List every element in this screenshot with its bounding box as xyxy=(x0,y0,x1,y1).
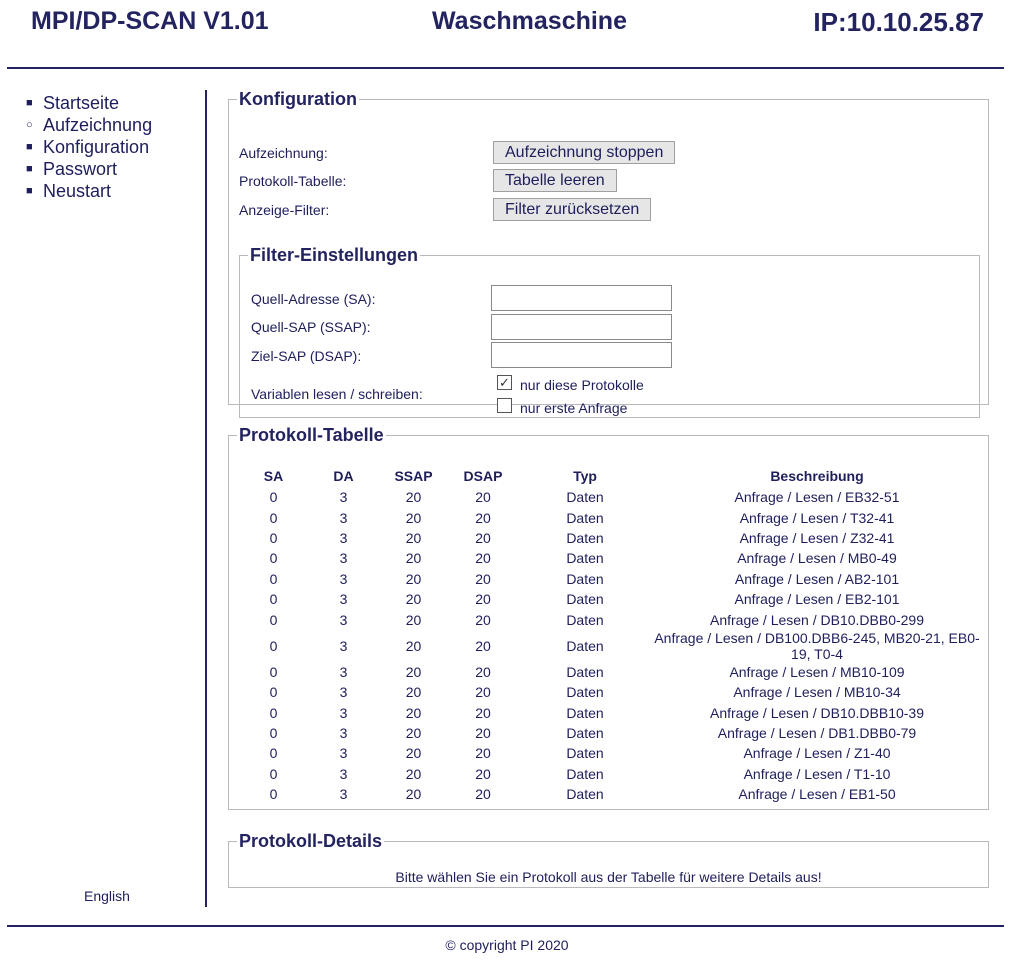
sidebar-item-konfiguration[interactable] xyxy=(26,136,152,158)
details-hint: Bitte wählen Sie ein Protokoll aus der Tabelle für weitere Details aus! xyxy=(395,869,822,885)
table-cell: Anfrage / Lesen / Z1-40 xyxy=(743,745,891,762)
table-cell: 0 xyxy=(269,529,278,546)
table-cell: 3 xyxy=(339,489,348,506)
table-cell: 0 xyxy=(269,570,278,587)
table-cell: 3 xyxy=(339,725,348,742)
bullet-icon: ■ xyxy=(26,141,33,153)
sidebar-item-label: Neustart xyxy=(43,181,112,201)
ziel-sap-label: Ziel-SAP (DSAP): xyxy=(251,348,362,364)
table-cell: 20 xyxy=(405,509,422,526)
table-row[interactable] xyxy=(245,487,988,507)
table-cell: Anfrage / Lesen / AB2-101 xyxy=(734,570,900,587)
table-cell: 20 xyxy=(475,489,491,506)
sidebar-item-passwort[interactable] xyxy=(26,158,152,180)
protokoll-table xyxy=(245,465,988,804)
filter-legend: Filter-Einstellungen xyxy=(250,245,419,265)
table-cell: 20 xyxy=(405,489,422,506)
table-cell: 20 xyxy=(475,570,491,587)
table-cell: 20 xyxy=(475,704,491,721)
ziel-sap-input[interactable] xyxy=(491,342,672,368)
table-cell: Daten xyxy=(566,786,604,803)
table-cell: 3 xyxy=(339,529,348,546)
table-cell: 20 xyxy=(475,786,491,803)
table-cell: Anfrage / Lesen / DB10.DBB0-299 xyxy=(709,611,925,628)
table-row[interactable] xyxy=(245,784,988,804)
table-cell: 20 xyxy=(405,611,422,628)
quell-sap-label: Quell-SAP (SSAP): xyxy=(251,319,371,335)
table-cell: Anfrage / Lesen / EB2-101 xyxy=(734,591,900,608)
table-cell: 0 xyxy=(269,637,278,654)
table-cell: 0 xyxy=(269,745,278,762)
table-cell: 0 xyxy=(269,550,278,567)
table-cell: Daten xyxy=(566,489,604,506)
sidebar-item-label: Startseite xyxy=(43,93,120,113)
table-cell: Daten xyxy=(566,663,604,680)
table-cell: 0 xyxy=(269,704,278,721)
sidebar-item-label: Aufzeichnung xyxy=(43,115,153,135)
station-name: Waschmaschine xyxy=(432,7,627,35)
table-cell: 20 xyxy=(475,684,491,701)
table-row[interactable] xyxy=(245,662,988,682)
table-row[interactable] xyxy=(245,528,988,548)
copyright: © copyright PI 2020 xyxy=(445,937,569,953)
protokoll-tabelle-section xyxy=(228,425,989,810)
table-cell: 3 xyxy=(339,745,348,762)
table-cell: 0 xyxy=(269,725,278,742)
table-cell: 20 xyxy=(405,725,422,742)
table-cell: 3 xyxy=(339,550,348,567)
column-header: Beschreibung xyxy=(770,468,864,484)
table-row[interactable] xyxy=(245,548,988,568)
table-row[interactable] xyxy=(245,589,988,609)
tabelle-leeren-button[interactable]: Tabelle leeren xyxy=(493,169,617,192)
table-header-row xyxy=(245,465,988,487)
table-cell: Daten xyxy=(566,550,604,567)
table-cell: Anfrage / Lesen / MB10-109 xyxy=(729,663,905,680)
protokoll-tabelle-legend: Protokoll-Tabelle xyxy=(239,425,384,445)
footer-divider xyxy=(7,925,1004,927)
table-cell: Anfrage / Lesen / Z32-41 xyxy=(739,529,895,546)
column-header: DSAP xyxy=(463,468,503,484)
table-cell: 0 xyxy=(269,489,278,506)
table-cell: Daten xyxy=(566,765,604,782)
table-row[interactable] xyxy=(245,723,988,743)
table-cell: 20 xyxy=(405,684,422,701)
table-cell: Daten xyxy=(566,529,604,546)
table-cell: Daten xyxy=(566,704,604,721)
table-row[interactable] xyxy=(245,507,988,527)
ip-address: IP:10.10.25.87 xyxy=(813,7,984,37)
table-cell: 20 xyxy=(405,704,422,721)
column-header: DA xyxy=(333,468,354,484)
table-cell: 20 xyxy=(405,786,422,803)
table-cell: Anfrage / Lesen / DB10.DBB10-39 xyxy=(709,704,925,721)
table-cell: Daten xyxy=(566,591,604,608)
table-cell: 0 xyxy=(269,786,278,803)
table-cell: 0 xyxy=(269,663,278,680)
table-cell: Anfrage / Lesen / EB32-51 xyxy=(734,489,900,506)
table-cell: 20 xyxy=(475,611,491,628)
table-row[interactable] xyxy=(245,703,988,723)
table-cell: 20 xyxy=(405,663,422,680)
sidebar-item-neustart[interactable] xyxy=(26,180,152,202)
table-cell: Anfrage / Lesen / MB10-34 xyxy=(733,684,901,701)
protokoll-details-legend: Protokoll-Details xyxy=(239,831,383,851)
table-cell: 20 xyxy=(475,509,491,526)
protokoll-details-section xyxy=(228,831,989,888)
anzeige-filter-label: Anzeige-Filter: xyxy=(239,202,330,218)
table-cell: 20 xyxy=(405,550,422,567)
device-title: MPI/DP-SCAN V1.01 xyxy=(31,7,269,35)
table-cell: 0 xyxy=(269,765,278,782)
nur-diese-protokolle-checkbox[interactable]: ✓ xyxy=(497,375,512,390)
table-row[interactable] xyxy=(245,743,988,763)
table-cell: 20 xyxy=(475,637,491,654)
table-cell: 20 xyxy=(405,765,422,782)
column-header: SSAP xyxy=(394,468,433,484)
table-cell: 20 xyxy=(475,725,491,742)
table-cell: 20 xyxy=(475,765,491,782)
table-row[interactable] xyxy=(245,609,988,629)
aufzeichnung-label: Aufzeichnung: xyxy=(239,145,328,161)
table-cell: 3 xyxy=(339,684,348,701)
header-divider xyxy=(7,67,1004,69)
table-cell: 3 xyxy=(339,591,348,608)
bullet-icon: ■ xyxy=(26,163,33,175)
table-row[interactable] xyxy=(245,764,988,784)
bullet-icon: ■ xyxy=(26,185,33,197)
table-cell: 20 xyxy=(475,550,491,567)
table-cell: 3 xyxy=(339,663,348,680)
nur-erste-anfrage-checkbox[interactable] xyxy=(497,398,512,413)
filter-zuruecksetzen-button[interactable]: Filter zurücksetzen xyxy=(493,198,651,221)
sidebar-nav xyxy=(26,92,152,202)
sidebar-item-label: Passwort xyxy=(43,159,118,179)
quell-adresse-input[interactable] xyxy=(491,285,672,311)
table-cell: 3 xyxy=(339,611,348,628)
table-cell: 20 xyxy=(405,570,422,587)
table-cell: 0 xyxy=(269,509,278,526)
table-cell: Anfrage / Lesen / T1-10 xyxy=(743,765,891,782)
sidebar-item-label: Konfiguration xyxy=(43,137,150,157)
table-cell: 3 xyxy=(339,765,348,782)
nur-erste-anfrage-label[interactable]: nur erste Anfrage xyxy=(520,400,628,416)
table-cell: 3 xyxy=(339,786,348,803)
table-row[interactable] xyxy=(245,569,988,589)
table-cell: Anfrage / Lesen / DB1.DBB0-79 xyxy=(717,725,917,742)
sidebar-item-startseite[interactable] xyxy=(26,92,152,114)
table-row[interactable] xyxy=(245,682,988,702)
table-cell: Daten xyxy=(566,637,604,654)
table-cell: 20 xyxy=(475,591,491,608)
table-cell: Daten xyxy=(566,570,604,587)
table-cell: 0 xyxy=(269,611,278,628)
bullet-icon: ○ xyxy=(26,119,33,131)
table-cell: Anfrage / Lesen / T32-41 xyxy=(739,509,895,526)
table-cell: 20 xyxy=(405,529,422,546)
table-cell: Anfrage / Lesen / DB100.DBB6-245, MB20-21, EB0-19, T0-4 xyxy=(654,629,980,662)
table-cell: 3 xyxy=(339,637,348,654)
table-cell: Daten xyxy=(566,745,604,762)
aufzeichnung-stoppen-button[interactable]: Aufzeichnung stoppen xyxy=(493,141,675,164)
table-cell: Daten xyxy=(566,509,604,526)
column-header: SA xyxy=(263,468,284,484)
protokoll-tabelle-label: Protokoll-Tabelle: xyxy=(239,173,347,189)
bullet-icon: ■ xyxy=(26,97,33,109)
nur-diese-protokolle-label[interactable]: nur diese Protokolle xyxy=(520,377,644,393)
table-cell: Daten xyxy=(566,725,604,742)
table-cell: 20 xyxy=(475,529,491,546)
table-cell: 20 xyxy=(405,637,422,654)
sidebar-divider xyxy=(205,90,207,907)
sidebar-item-aufzeichnung[interactable] xyxy=(26,114,152,136)
table-cell: 20 xyxy=(405,745,422,762)
table-cell: 3 xyxy=(339,509,348,526)
table-cell: 3 xyxy=(339,704,348,721)
table-cell: 3 xyxy=(339,570,348,587)
table-cell: 20 xyxy=(475,745,491,762)
column-header: Typ xyxy=(573,468,597,484)
table-cell: 0 xyxy=(269,591,278,608)
filter-einstellungen-section xyxy=(239,245,980,418)
table-cell: 20 xyxy=(405,591,422,608)
quell-adresse-label: Quell-Adresse (SA): xyxy=(251,291,376,307)
quell-sap-input[interactable] xyxy=(491,314,672,340)
konfiguration-legend: Konfiguration xyxy=(239,89,357,109)
table-cell: Anfrage / Lesen / EB1-50 xyxy=(738,786,896,803)
variablen-label: Variablen lesen / schreiben: xyxy=(251,386,423,402)
table-cell: Daten xyxy=(566,684,604,701)
language-link[interactable]: English xyxy=(84,888,130,904)
table-cell: Daten xyxy=(566,611,604,628)
table-cell: Anfrage / Lesen / MB0-49 xyxy=(737,550,897,567)
konfiguration-section xyxy=(228,89,989,416)
table-cell: 0 xyxy=(269,684,278,701)
table-row[interactable] xyxy=(245,630,988,662)
table-cell: 20 xyxy=(475,663,491,680)
